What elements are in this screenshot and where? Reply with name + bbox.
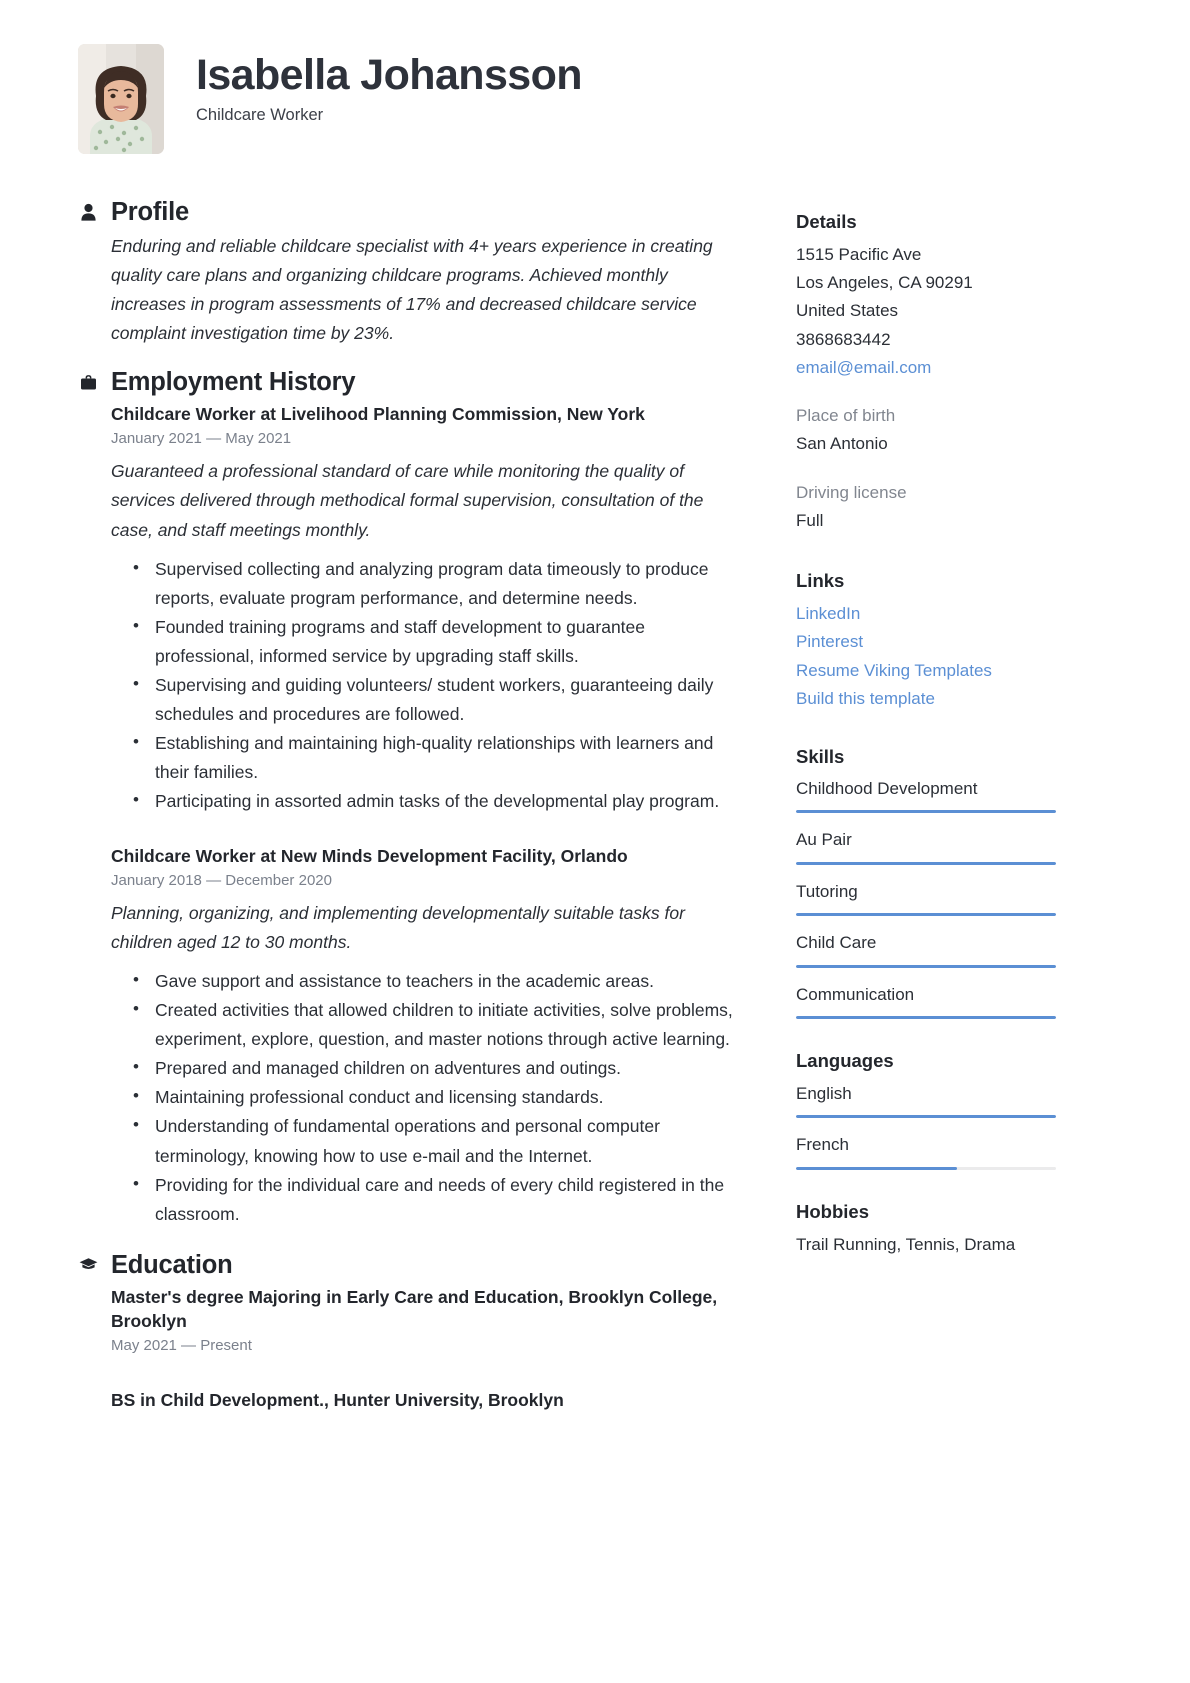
language-meter xyxy=(796,1167,1056,1170)
entry-title: Master's degree Majoring in Early Care and Education, Brooklyn College, Brooklyn xyxy=(111,1286,718,1331)
list-item: • Created activities that allowed children to initiate activities, solve problems, experiment, explore, question, and master notions through active learning. xyxy=(133,996,738,1054)
link-pinterest[interactable]: Pinterest xyxy=(796,632,864,652)
hobbies-text: Trail Running, Tennis, Drama xyxy=(796,1234,1016,1254)
language-label: English xyxy=(796,1083,852,1103)
list-item: • Establishing and maintaining high-quality relationships with learners and their families. xyxy=(133,729,738,787)
employment-entry xyxy=(111,844,738,1229)
sidebar-hobbies xyxy=(796,1200,1068,1258)
skill-meter-fill xyxy=(796,862,1056,865)
skill-meter xyxy=(796,965,1056,968)
skill-meter xyxy=(796,810,1056,813)
skill-label: Child Care xyxy=(796,933,877,953)
place-of-birth-value: San Antonio xyxy=(796,434,888,454)
sidebar-links xyxy=(796,569,1068,713)
link-linkedin[interactable]: LinkedIn xyxy=(796,604,861,624)
briefcase-icon xyxy=(78,371,98,393)
link-build-this-template[interactable]: Build this template xyxy=(796,688,935,708)
place-of-birth-label: Place of birth xyxy=(796,406,896,426)
section-education-head xyxy=(78,1251,738,1279)
address-line: Los Angeles, CA 90291 xyxy=(796,273,973,293)
sidebar-skills-title: Skills xyxy=(796,745,845,767)
list-item: • Participating in assorted admin tasks of the developmental play program. xyxy=(133,787,738,816)
main-column xyxy=(78,198,738,1420)
graduation-cap-icon xyxy=(78,1254,98,1276)
email-link[interactable]: email@email.com xyxy=(796,357,932,377)
list-item: • Maintaining professional conduct and licensing standards. xyxy=(133,1083,738,1112)
entry-bullets xyxy=(111,555,738,816)
list-item: • Gave support and assistance to teachers in the academic areas. xyxy=(133,967,738,996)
language-meter-fill xyxy=(796,1115,1056,1118)
sidebar-details xyxy=(796,210,1068,535)
language-row xyxy=(796,1132,1068,1170)
section-profile-head xyxy=(78,198,738,226)
section-profile-title: Profile xyxy=(111,198,189,226)
sidebar-details-title: Details xyxy=(796,211,857,232)
section-profile-body xyxy=(78,232,738,348)
divider xyxy=(111,1364,738,1388)
list-item: • Prepared and managed children on adventures and outings. xyxy=(133,1054,738,1083)
sidebar-links-title: Links xyxy=(796,570,845,592)
list-item: • Founded training programs and staff development to guarantee professional, informed service by upgrading staff skills. xyxy=(133,613,738,671)
entry-bullets xyxy=(111,967,738,1228)
list-item: • Supervising and guiding volunteers/ student workers, guaranteeing daily schedules and procedures are followed. xyxy=(133,671,738,729)
section-education-body xyxy=(78,1285,738,1412)
skill-meter xyxy=(796,1016,1056,1019)
employment-entry xyxy=(111,402,738,816)
section-employment xyxy=(78,368,738,1228)
address-line: 1515 Pacific Ave xyxy=(796,245,922,265)
skill-row xyxy=(796,982,1068,1020)
driving-license-label: Driving license xyxy=(796,482,907,502)
skill-row xyxy=(796,827,1068,865)
skill-row xyxy=(796,879,1068,917)
section-profile xyxy=(78,198,738,348)
section-employment-body xyxy=(78,402,738,1228)
list-item: • Providing for the individual care and needs of every child registered in the classroom. xyxy=(133,1171,738,1229)
list-item: • Understanding of fundamental operations and personal computer terminology, knowing how to use e-mail and the Internet. xyxy=(133,1112,738,1170)
skill-label: Tutoring xyxy=(796,881,858,901)
section-employment-title: Employment History xyxy=(111,368,356,397)
sidebar-languages-title: Languages xyxy=(796,1050,894,1072)
sidebar-languages xyxy=(796,1049,1068,1169)
name-block xyxy=(196,44,582,126)
avatar xyxy=(78,44,164,154)
skill-label: Au Pair xyxy=(796,830,852,850)
skill-label: Communication xyxy=(796,984,915,1004)
phone-number: 3868683442 xyxy=(796,329,891,349)
education-entry xyxy=(111,1285,738,1356)
entry-description: Guaranteed a professional standard of care while monitoring the quality of services delivered through methodical formal supervision, consultation of the case, and staff meetings monthly. xyxy=(111,461,704,540)
section-education xyxy=(78,1251,738,1412)
person-icon xyxy=(78,201,98,223)
skill-label: Childhood Development xyxy=(796,778,978,798)
language-meter-fill xyxy=(796,1167,957,1170)
profile-text: Enduring and reliable childcare specialist with 4+ years experience in creating quality care plans and organizing childcare programs. Achieved monthly increases in program assessments of 17% and decreased childcare service complaint investigation time by 23%. xyxy=(111,236,713,344)
entry-date: January 2018 — December 2020 xyxy=(111,872,332,890)
entry-title: Childcare Worker at New Minds Development Facility, Orlando xyxy=(111,845,628,866)
entry-description: Planning, organizing, and implementing developmentally suitable tasks for children aged 12 to 30 months. xyxy=(111,903,685,953)
address-line: United States xyxy=(796,301,899,321)
entry-title: BS in Child Development., Hunter University, Brooklyn xyxy=(111,1389,564,1410)
skill-meter-fill xyxy=(796,913,1056,916)
skill-meter xyxy=(796,862,1056,865)
section-employment-head xyxy=(78,368,738,396)
body-columns xyxy=(78,198,1112,1420)
link-resume-viking-templates[interactable]: Resume Viking Templates xyxy=(796,660,992,680)
page-title: Isabella Johansson xyxy=(196,51,582,99)
entry-date: January 2021 — May 2021 xyxy=(111,430,292,448)
skill-row xyxy=(796,930,1068,968)
skill-meter-fill xyxy=(796,965,1056,968)
job-title: Childcare Worker xyxy=(196,106,324,125)
sidebar-hobbies-title: Hobbies xyxy=(796,1200,869,1222)
section-education-title: Education xyxy=(111,1250,233,1279)
language-meter xyxy=(796,1115,1056,1118)
entry-date: May 2021 — Present xyxy=(111,1336,252,1354)
language-label: French xyxy=(796,1135,849,1155)
resume-header xyxy=(78,44,1112,154)
sidebar xyxy=(796,198,1068,1420)
education-entry xyxy=(111,1388,738,1412)
language-row xyxy=(796,1081,1068,1119)
list-item: • Supervised collecting and analyzing program data timeously to produce reports, evaluate program performance, and determine needs. xyxy=(133,555,738,613)
entry-title: Childcare Worker at Livelihood Planning Commission, New York xyxy=(111,404,645,425)
skill-meter-fill xyxy=(796,1016,1056,1019)
skill-meter-fill xyxy=(796,810,1056,813)
driving-license-value: Full xyxy=(796,510,824,530)
skill-meter xyxy=(796,913,1056,916)
sidebar-skills xyxy=(796,745,1068,1020)
skill-row xyxy=(796,776,1068,814)
